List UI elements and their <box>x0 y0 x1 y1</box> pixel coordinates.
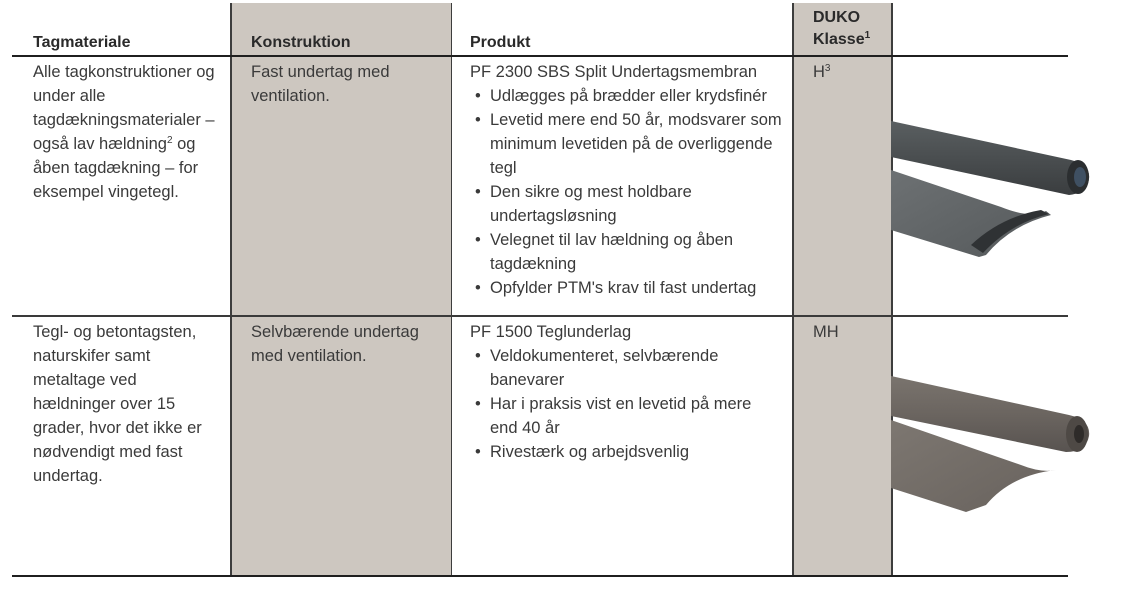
row1-konstruktion: Fast undertag med ventilation. <box>251 63 390 105</box>
header-divider <box>12 55 1068 57</box>
list-item: • Udlægges på brædder eller krydsfinér <box>470 84 788 108</box>
row1-bullet-list <box>470 84 788 300</box>
list-item: • Opfylder PTM's krav til fast undertag <box>470 276 788 300</box>
table-bottom-rule <box>12 575 1068 577</box>
list-item: • Veldokumenteret, selvbærende banevarer <box>470 344 770 392</box>
list-item: • Levetid mere end 50 år, modsvarer som minimum levetiden på de overliggende tegl <box>470 108 788 180</box>
footnote-2: 2 <box>166 135 173 146</box>
row2-produkt <box>470 320 770 464</box>
header-konstruktion: Konstruktion <box>251 34 351 51</box>
list-item: • Den sikre og mest holdbare undertagsløsning <box>470 180 788 228</box>
header-duko-klasse <box>813 7 870 51</box>
list-item: • Har i praksis vist en levetid på mere end 40 år <box>470 392 770 440</box>
row2-bullet-list <box>470 344 770 464</box>
header-produkt: Produkt <box>470 34 531 51</box>
duko-column-shade <box>792 3 893 576</box>
row1-product-name: PF 2300 SBS Split Undertagsmembran <box>470 63 758 81</box>
row2-duko-class: MH <box>813 323 839 341</box>
row-divider <box>12 315 1068 317</box>
felt-roll-image-brown <box>891 370 1091 515</box>
row1-tagmateriale: Alle tagkonstruktioner og under alle tagdækningsmaterialer – også lav hældning$^2$ og åben tagdækning – for eksempel vingetegl. <box>33 63 215 201</box>
row1-duko-class: $H^3$ <box>813 63 831 81</box>
header-duko-line1: DUKO <box>813 9 861 26</box>
header-duko-line2: Klasse$^1$ <box>813 30 871 48</box>
row2-tagmateriale: Tegl- og betontagsten, naturskifer samt metaltage ved hældninger over 15 grader, hvor det ikke er nødvendigt med fast undertag. <box>33 323 202 485</box>
membrane-roll-image-dark <box>891 115 1091 265</box>
footnote-3: 3 <box>824 63 831 74</box>
row1-produkt <box>470 60 788 300</box>
footnote-1: 1 <box>864 30 871 41</box>
row2-konstruktion: Selvbærende undertag med ventilation. <box>251 323 419 365</box>
list-item: • Rivestærk og arbejdsvenlig <box>470 440 770 464</box>
list-item: • Velegnet til lav hældning og åben tagdækning <box>470 228 788 276</box>
row2-product-name: PF 1500 Teglunderlag <box>470 323 632 341</box>
header-tagmateriale: Tagmateriale <box>33 34 131 51</box>
